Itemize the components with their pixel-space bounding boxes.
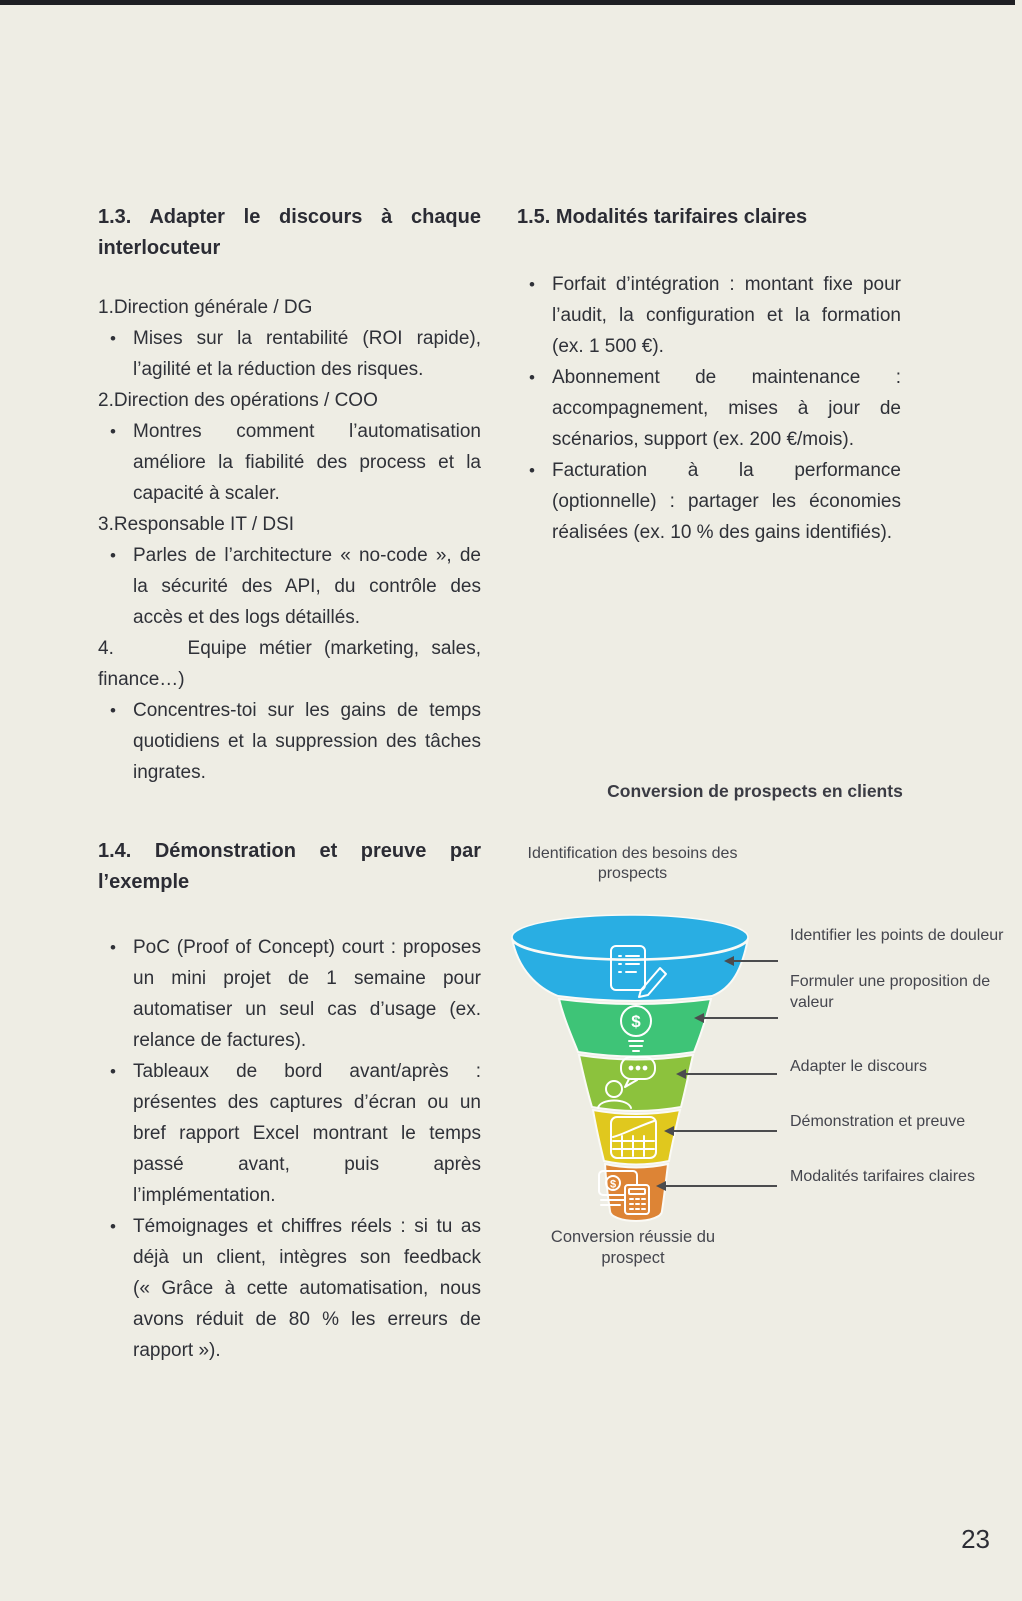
list-item (98, 323, 481, 385)
arrow-left-icon (734, 960, 778, 962)
list-item-text: Tableaux de bord avant/après : présentes des captures d’écran ou un bref rapport Excel montrant le temps passé avant, puis après l’implémentation. (133, 1061, 481, 1206)
numbered-item: 4. Equipe métier (marketing, sales, finance…) (98, 638, 481, 690)
list-item (98, 1211, 481, 1366)
list-item (98, 540, 481, 633)
bullet-icon: • (529, 461, 535, 480)
bullet-icon: • (110, 329, 116, 348)
stage-label-value-proposition: Formuler une proposition de valeur (790, 973, 991, 1011)
funnel-bottom-label: Conversion réussie du prospect (550, 1228, 716, 1267)
list-item-text: Montres comment l’automatisation améliore la fiabilité des process et la capacité à scaler. (133, 421, 481, 504)
list-item (98, 695, 481, 788)
arrow-left-icon (666, 1185, 777, 1187)
bullet-icon: • (110, 1062, 116, 1081)
svg-text:$: $ (631, 1012, 641, 1031)
bullet-icon: • (110, 546, 116, 565)
funnel-stage-3 (579, 1055, 693, 1111)
stage-label-demonstration: Démonstration et preuve (790, 1113, 966, 1130)
left-text-column (98, 202, 481, 1366)
list-item (98, 932, 481, 1056)
list-item-text: Mises sur la rentabilité (ROI rapide), l’agilité et la réduction des risques. (133, 328, 481, 380)
funnel-top-label: Identification des besoins des prospects (527, 845, 738, 882)
funnel-stage-4 (593, 1110, 680, 1165)
list-item-text: Forfait d’intégration : montant fixe pour l’audit, la configuration et la formation (ex. 1 500 €). (552, 274, 901, 357)
arrow-left-icon (674, 1130, 777, 1132)
list-item (517, 455, 901, 548)
diagram-title: Conversion de prospects en clients (607, 781, 903, 801)
list-item-text: Parles de l’architecture « no-code », de la sécurité des API, du contrôle des accès et des logs détaillés. (133, 545, 481, 628)
section-heading-1-4: 1.4. Démonstration et preuve par l’exemple (98, 840, 481, 893)
funnel-top-ellipse (512, 915, 748, 959)
numbered-item: 2.Direction des opérations / COO (98, 390, 378, 411)
list-item (98, 1056, 481, 1211)
section-heading-1-5: 1.5. Modalités tarifaires claires (517, 206, 808, 228)
stage-label-identify-pain: Identifier les points de douleur (790, 927, 1004, 944)
stage-label-pricing: Modalités tarifaires claires (790, 1168, 975, 1185)
list-item-text: Facturation à la performance (optionnelle) : partager les économies réalisées (ex. 10 % des gains identifiés). (552, 460, 901, 543)
list-item-text: Abonnement de maintenance : accompagnement, mises à jour de scénarios, support (ex. 200 €/mois). (552, 367, 901, 450)
bullet-icon: • (110, 1217, 116, 1236)
bullet-icon: • (529, 368, 535, 387)
right-text-column (517, 202, 901, 548)
bullet-icon: • (110, 422, 116, 441)
svg-text:$: $ (609, 1178, 617, 1191)
arrow-left-icon (704, 1017, 778, 1019)
arrow-left-icon (686, 1073, 777, 1075)
page-number: 23 (961, 1524, 990, 1554)
bullet-icon: • (529, 275, 535, 294)
top-page-edge-bar (0, 0, 1015, 5)
bullet-icon: • (110, 701, 116, 720)
list-item-text: Témoignages et chiffres réels : si tu as déjà un client, intègres son feedback (« Grâce à cette automatisation, nous avons réduit de 80 % les erreurs de rapport »). (133, 1216, 481, 1361)
bullet-icon: • (110, 938, 116, 957)
list-item-text: PoC (Proof of Concept) court : proposes un mini projet de 1 semaine pour automatiser un seul cas d’usage (ex. relance de factures). (133, 937, 481, 1051)
list-item (98, 416, 481, 509)
numbered-item: 1.Direction générale / DG (98, 297, 313, 318)
section-heading-1-3: 1.3. Adapter le discours à chaque interlocuteur (98, 206, 481, 259)
list-item (517, 269, 901, 362)
numbered-item: 3.Responsable IT / DSI (98, 514, 295, 535)
stage-label-adapt-speech: Adapter le discours (790, 1058, 927, 1075)
list-item (517, 362, 901, 455)
list-item-text: Concentres-toi sur les gains de temps quotidiens et la suppression des tâches ingrates. (133, 700, 481, 783)
